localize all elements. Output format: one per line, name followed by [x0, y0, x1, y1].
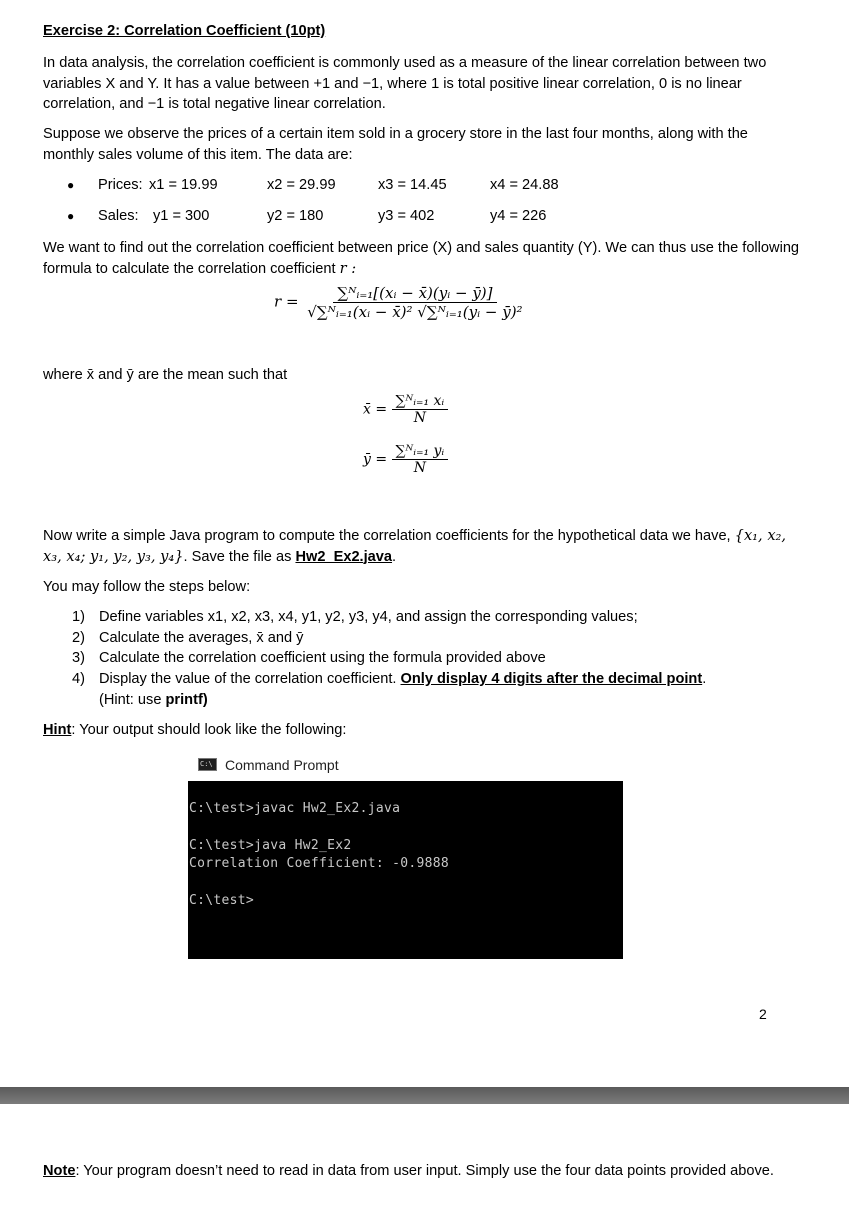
sales-label: Sales:: [98, 208, 139, 224]
step-number: 1): [72, 609, 85, 625]
hint-close: ): [202, 692, 208, 708]
xbar-formula: [363, 393, 448, 426]
xbar-numerator: ∑ᴺᵢ₌₁ xᵢ: [392, 393, 449, 410]
note-paragraph: [43, 1161, 803, 1182]
console-line: C:\test>java Hw2_Ex2: [189, 838, 352, 853]
step-2: [72, 628, 303, 649]
r-numerator: ∑ᴺᵢ₌₁[(xᵢ − x̄)(yᵢ − ȳ)]: [333, 284, 496, 303]
step-text: Calculate the averages, x̄ and ȳ: [99, 630, 304, 646]
r-formula: [274, 284, 527, 321]
xbar-fraction: [392, 393, 449, 426]
want-text: We want to find out the correlation coefficient between price (X) and sales quantity (Y). We can thus use the following formula to calculate the correlation coefficient: [43, 240, 800, 277]
hint-text: : Your output should look like the following:: [71, 722, 347, 738]
bullet-icon: ●: [67, 209, 75, 223]
hint-line: [43, 720, 803, 741]
ybar-formula: [363, 443, 448, 476]
now-save: . Save the file as: [183, 548, 292, 565]
step-number: 3): [72, 650, 85, 666]
sale-y1: y1 = 300: [153, 208, 210, 224]
file-name: Hw2_Ex2.java: [295, 548, 393, 565]
step-4-hint: [99, 690, 208, 711]
intro-paragraph: In data analysis, the correlation coefficient is commonly used as a measure of the linear correlation between two variables X and Y. It has a value between +1 and −1, where 1 is total positive linear correlation, 0 is no linear correlation, and −1 is total negative linear correlation.: [43, 55, 767, 112]
exercise-title: Exercise 2: Correlation Coefficient (10pt): [43, 23, 326, 39]
step-3: [72, 648, 546, 669]
step-number: 4): [72, 671, 85, 687]
ybar-lhs: ȳ =: [363, 451, 388, 468]
ybar-numerator: ∑ᴺᵢ₌₁ yᵢ: [392, 443, 449, 460]
console-line: C:\test>: [189, 893, 255, 908]
now-paragraph: [43, 526, 803, 567]
step-4: [72, 669, 706, 690]
ybar-fraction: [392, 443, 449, 476]
r-denominator: √∑ᴺᵢ₌₁(xᵢ − x̄)² √∑ᴺᵢ₌₁(yᵢ − ȳ)²: [307, 303, 523, 321]
data-set: {x₁, x₂, x₃, x₄; y₁, y₂, y₃, y₄}: [43, 527, 787, 565]
sale-y3: y3 = 402: [378, 208, 435, 224]
now-end: .: [392, 548, 397, 565]
step-text: Calculate the correlation coefficient using the formula provided above: [99, 650, 546, 666]
price-x4: x4 = 24.88: [490, 177, 559, 193]
console-line: Correlation Coefficient: -0.9888: [189, 856, 450, 871]
xbar-denominator: N: [413, 410, 426, 426]
page-gap-divider: [0, 1087, 849, 1104]
note-text: : Your program doesn’t need to read in data from user input. Simply use the four data points provided above.: [75, 1163, 774, 1179]
step-emphasis: Only display 4 digits after the decimal point: [400, 671, 703, 687]
where-text: where x̄ and ȳ are the mean such that: [43, 367, 288, 383]
price-x1: x1 = 19.99: [149, 177, 218, 193]
hint-printf: printf: [165, 692, 203, 708]
step-text: Display the value of the correlation coefficient.: [99, 671, 397, 687]
bullet-icon: ●: [67, 178, 75, 192]
step-1: [72, 607, 638, 628]
command-prompt-titlebar: [188, 748, 623, 781]
note-label: Note: [43, 1163, 76, 1179]
now-text: Now write a simple Java program to compute the correlation coefficients for the hypothetical data we have,: [43, 528, 731, 544]
step-tail: .: [702, 671, 707, 687]
want-var: r :: [339, 259, 357, 277]
price-x3: x3 = 14.45: [378, 177, 447, 193]
follow-text: You may follow the steps below:: [43, 579, 251, 595]
page-number: 2: [759, 1006, 767, 1022]
prices-label: Prices:: [98, 177, 143, 193]
sale-y4: y4 = 226: [490, 208, 547, 224]
command-prompt-window: [188, 748, 623, 959]
command-prompt-title: Command Prompt: [225, 756, 339, 773]
step-text: Define variables x1, x2, x3, x4, y1, y2, y3, y4, and assign the corresponding values;: [99, 609, 638, 625]
price-x2: x2 = 29.99: [267, 177, 336, 193]
xbar-lhs: x̄ =: [363, 401, 388, 418]
suppose-paragraph: Suppose we observe the prices of a certain item sold in a grocery store in the last four months, along with the monthly sales volume of this item. The data are:: [43, 126, 748, 163]
want-paragraph: [43, 238, 803, 279]
hint-label: Hint: [43, 722, 72, 738]
r-fraction: [303, 284, 526, 321]
step-number: 2): [72, 630, 85, 646]
console-line: C:\test>javac Hw2_Ex2.java: [189, 801, 401, 816]
sale-y2: y2 = 180: [267, 208, 324, 224]
ybar-denominator: N: [413, 460, 427, 476]
hint-open: (Hint: use: [99, 692, 162, 708]
r-lhs: r =: [274, 292, 299, 311]
command-prompt-icon: C:\: [198, 758, 217, 771]
